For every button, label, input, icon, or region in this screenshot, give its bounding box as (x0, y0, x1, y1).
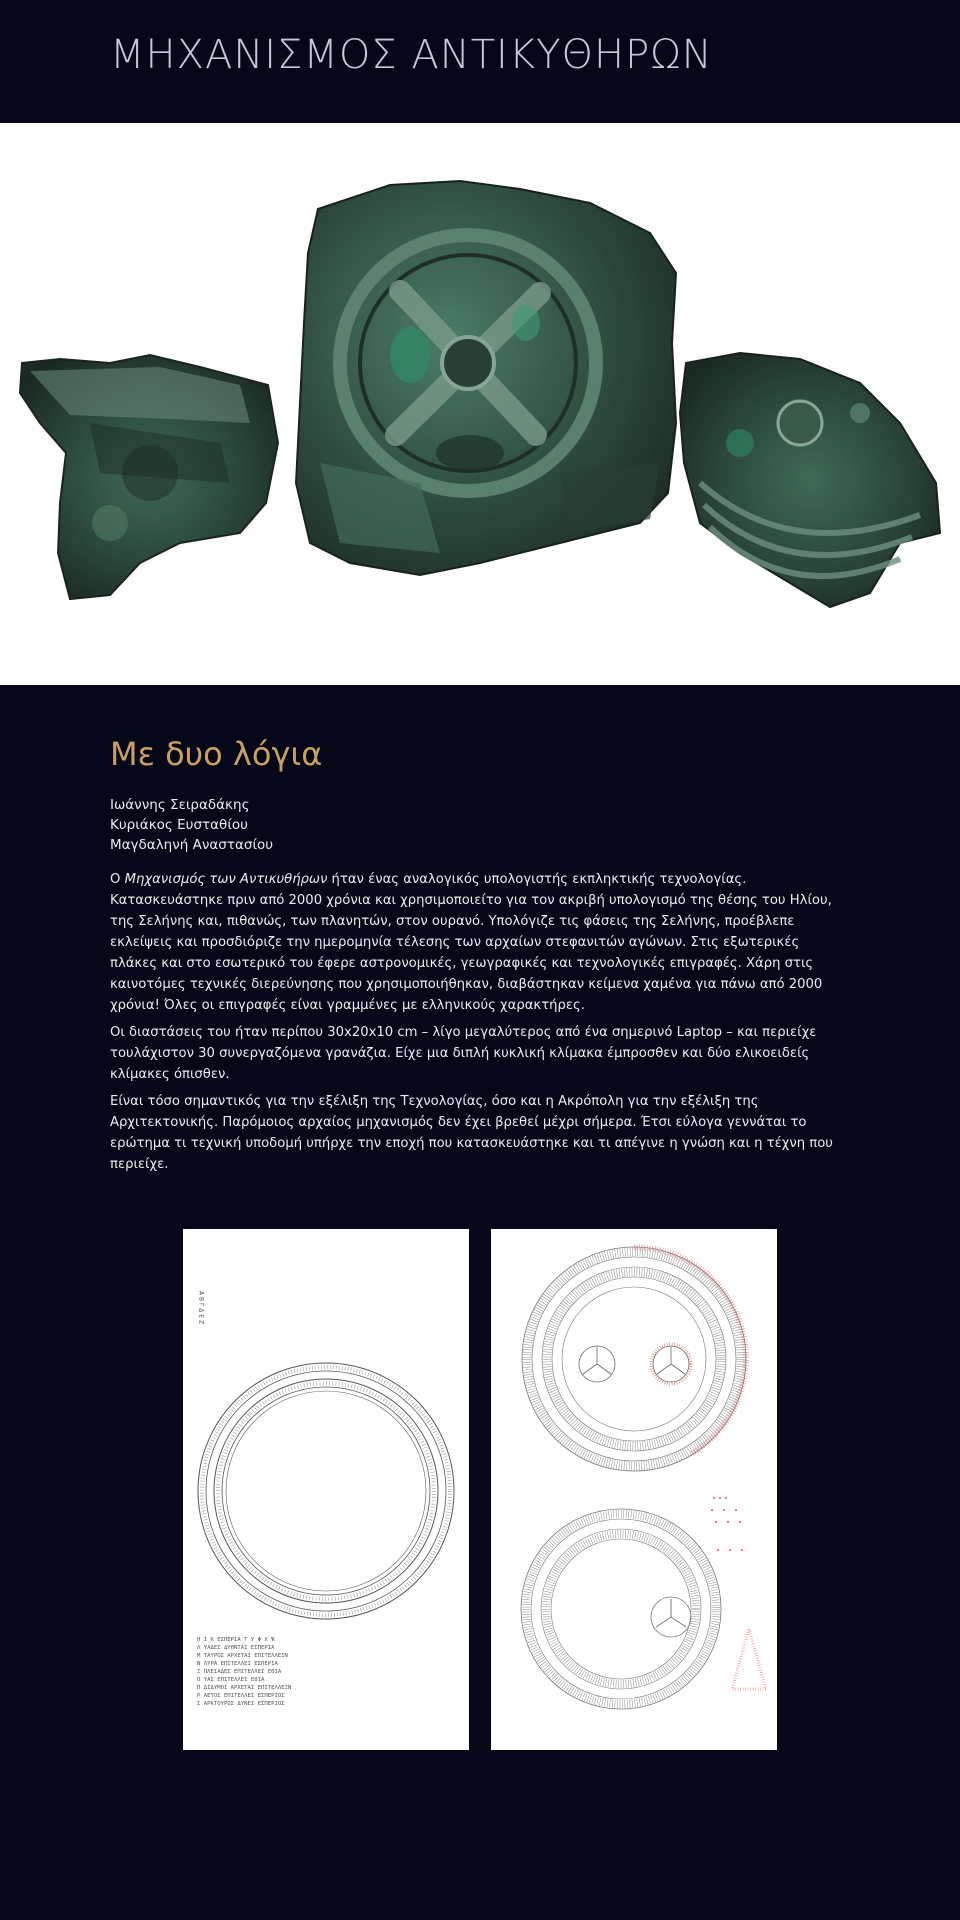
paragraph-intro-text: ήταν ένας αναλογικός υπολογιστής εκπληκτικής τεχνολογίας. Κατασκευάστηκε πριν από 2000 χρόνια και χρησιμοποιείτο για τον ακριβή υπολογισμό της θέσης του Ηλίου, της Σελήνης και, πιθανώς, των πλανητών, στον ουρανό. Υπολόγιζε τις φάσεις της Σελήνης, προέβλεπε εκλείψεις και προσδιόριζε την ημερομηνία τέλεσης των αρχαίων στεφανιτών αγώνων. Στις εξωτερικές πλάκες και στο εσωτερικό του έφερε αστρονομικές, γεωγραφικές και τεχνολογικές επιγραφές. Χάρη στις καινοτόμες τεχνικές διερεύνησης που χρησιμοποιήθηκαν, διαβάστηκαν κείμενα χαμένα για πάνω από 2000 χρόνια! Όλες οι επιγραφές είναι γραμμένες με ελληνικούς χαρακτήρες. (110, 872, 832, 1013)
lower-spiral-dial (521, 1509, 721, 1709)
fragment-right (680, 353, 940, 607)
legend-line: Ξ ΠΛΕΙΑΔΕΣ ΕΠΙΤΕΛΛΕΙ ΕΘΙΑ (197, 1669, 282, 1675)
legend-line: Η Ι Κ ΕΣΠΕΡΙΑ Τ Υ Φ Χ Ψ (197, 1637, 275, 1643)
side-letters: Α Β Γ Δ Ε Ζ (197, 1291, 205, 1325)
fragment-left (20, 355, 278, 599)
site-title: ΜΗΧΑΝΙΣΜΟΣ ΑΝΤΙΚΥΘΗΡΩΝ (110, 32, 713, 78)
section-title: Με δυο λόγια (110, 735, 323, 773)
fragment-central (296, 181, 676, 575)
author-list (110, 795, 850, 855)
front-legend (197, 1637, 291, 1707)
mechanism-name-emphasis: Μηχανισμός των Αντικυθήρων (124, 872, 328, 887)
legend-line: Ρ ΑΕΤΟΣ ΕΠΙΤΕΛΛΕΙ ΕΣΠΕΡΙΟΣ (197, 1693, 285, 1699)
legend-line: Ο ΥΑΣ ΕΠΙΤΕΛΛΕΙ ΕΘΙΑ (197, 1677, 265, 1683)
legend-line: Π ΔΙΔΥΜΟΙ ΑΡΧΕΤΑΙ ΕΠΙΤΕΛΛΕΙΝ (197, 1685, 292, 1691)
paragraph-intro (110, 869, 850, 1016)
article-section (110, 735, 850, 1181)
front-dial-plate (183, 1229, 469, 1750)
author-name: Ιωάννης Σειραδάκης (110, 797, 250, 813)
back-dial-plate (491, 1229, 777, 1750)
upper-spiral-dial (522, 1247, 746, 1471)
red-annotation-marks (711, 1497, 766, 1689)
legend-line: Ν ΛΥΡΑ ΕΠΙΤΕΛΛΕΙ ΕΣΠΕΡΙΑ (197, 1661, 278, 1667)
front-double-ring-dial (198, 1363, 454, 1619)
legend-line: Μ ΤΑΥΡΟΣ ΑΡΧΕΤΑΙ ΕΠΙΤΕΛΛΕΙΝ (197, 1653, 288, 1659)
page-header (0, 0, 960, 123)
legend-line: Λ ΥΑΔΕΣ ΔΥΘΝΤΑΙ ΕΣΠΕΡΙΑ (197, 1645, 275, 1651)
author-name: Κυριάκος Ευσταθίου (110, 817, 248, 833)
legend-line: Σ ΑΡΚΤΟΥΡΟΣ ΔΥΝΕΙ ΕΣΠΕΡΙΟΣ (197, 1701, 285, 1707)
paragraph-dimensions: Οι διαστάσεις του ήταν περίπου 30x20x10 cm – λίγο μεγαλύτερος από ένα σημερινό Laptop – και περιείχε τουλάχιστον 30 συνεργαζόμενα γρανάζια. Είχε μια διπλή κυκλική κλίμακα έμπροσθεν και δύο ελικοειδείς κλίμακες όπισθεν. (110, 1025, 817, 1082)
author-name: Μαγδαληνή Αναστασίου (110, 837, 274, 853)
paragraph-intro-prefix: Ο (110, 872, 125, 887)
paragraph-significance: Είναι τόσο σημαντικός για την εξέλιξη της Τεχνολογίας, όσο και η Ακρόπολη για την εξέλιξη της Αρχιτεκτονικής. Παρόμοιος αρχαίος μηχανισμός δεν έχει βρεθεί μέχρι σήμερα. Έτσι εύλογα γεννάται το ερώτημα τι τεχνική υποδομή υπήρχε την εποχή που κατασκευάστηκε και τι απέγινε η γνώση και η τέχνη που περιείχε. (110, 1094, 833, 1172)
hero-fragments-image (0, 123, 960, 685)
upper-subsidiary-dials (579, 1344, 691, 1384)
